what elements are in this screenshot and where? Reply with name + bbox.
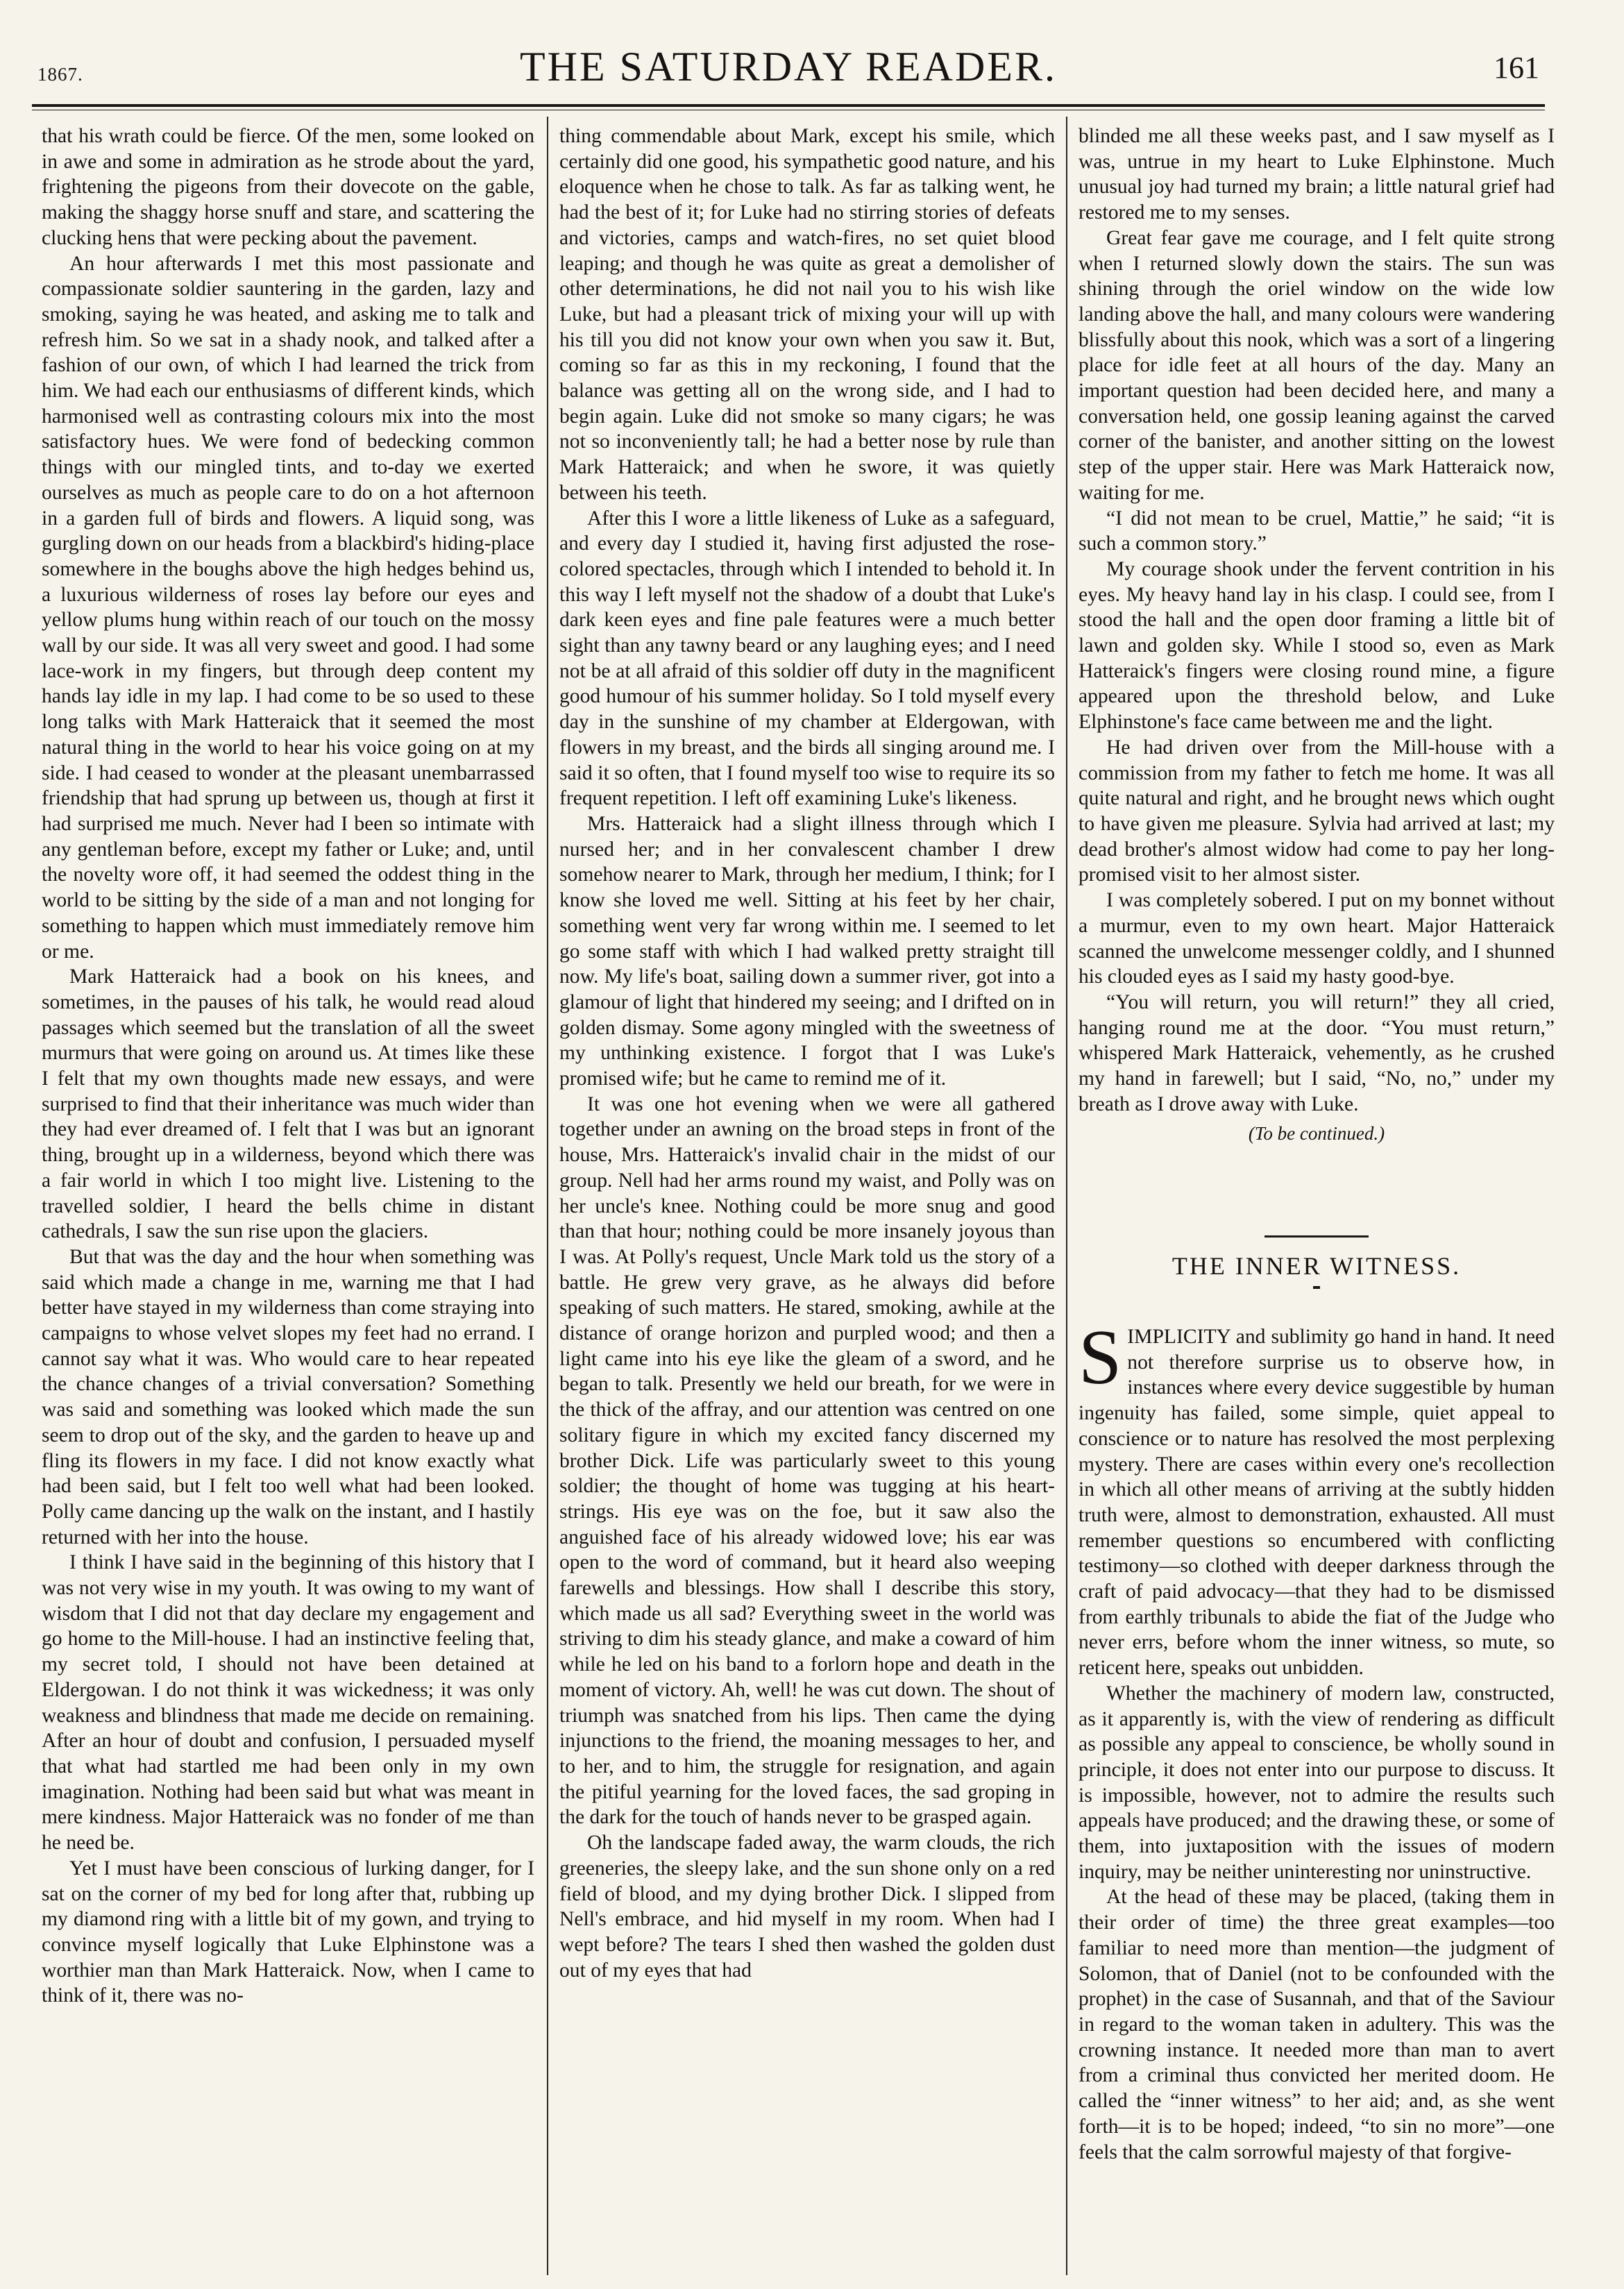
paragraph: Whether the machinery of modern law, constructed, as it apparently is, with the view of rendering as difficult as possible any appeal to conscience, be wholly sound in principle, it does not enter into our purpose to discuss. It is impossible, however, not to admire the results such appeals have produced; and the drawing these, or some of them, into juxtaposition with the issues of modern inquiry, may be neither uninteresting nor uninstructive. (1079, 1682, 1555, 1883)
drop-cap: S (1079, 1324, 1122, 1401)
paragraph: Mrs. Hatteraick had a slight illness through which I nursed her; and in her convalescent chamber I drew somehow nearer to Mark, through her medium, I think; for I know she loved me well. Sitting at his feet by her chair, something went very far wrong within me. I seemed to let go some staff with which I had walked pretty straight till now. My life's boat, sailing down a summer river, got into a glamour of light that hindered my seeing; and I drifted on in golden dismay. Some agony mingled with the sweetness of my unthinking existence. I forgot that I was Luke's promised wife; but he came to remind me of it. (559, 812, 1055, 1090)
header-year: 1867. (37, 64, 83, 85)
masthead-title: THE SATURDAY READER. (520, 44, 1057, 90)
paragraph: “I did not mean to be cruel, Mattie,” he said; “it is such a common story.” (1079, 507, 1555, 555)
column-1 (42, 124, 534, 2282)
page-number: 161 (1494, 51, 1539, 85)
column-3 (1079, 124, 1555, 1324)
paragraph: that his wrath could be fierce. Of the men, some looked on in awe and some in admiration as he strode about the yard, frightening the pigeons from their dovecote on the gable, making the shaggy horse snuff and stare, and scattering the clucking hens that were pecking about the pavement. (42, 125, 534, 249)
header-rule (32, 104, 1545, 107)
column-divider (1066, 117, 1067, 2275)
paragraph: But that was the day and the hour when something was said which made a change in me, warning me that I had better have stayed in my wilderness than come straying into campaigns to whose velvet slopes my feet had no errand. I cannot say what it was. Who would care to hear repeated the chance changes of a trivial conversation? Something was said and something was looked which made the sun seem to drop out of the sky, and the garden to heave up and fling its flowers in my face. I did not know exactly what had been said, but I felt too well what had been looked. Polly came dancing up the walk on the instant, and I hastily returned with her into the house. (42, 1245, 534, 1548)
paragraph: thing commendable about Mark, except his smile, which certainly did one good, his sympathetic good nature, and his eloquence when he chose to talk. As far as talking went, he had the best of it; for Luke had no stirring stories of defeats and victories, camps and watch-fires, no set quiet blood leaping; and though he was quite as great a demolisher of other determinations, he did not nail you to his wish like Luke, but had a pleasant trick of mixing your will up with his till you did not know your own when you saw it. But, coming so far as this in my reckoning, I found that the balance was getting all on the wrong side, and I had to begin again. Luke did not smoke so many cigars; he was not so inconveniently tall; he had a better nose by rule than Mark Hatteraick; and when he swore, it was quietly between his teeth. (559, 125, 1055, 504)
paragraph (1079, 1324, 1555, 1681)
paragraph: My courage shook under the fervent contrition in his eyes. My heavy hand lay in his clasp. I could see, from I stood the hall and the open door framing a little bit of lawn and golden sky. While I stood so, even as Mark Hatteraick's fingers were closing round mine, a figure appeared upon the threshold below, and Luke Elphinstone's face came between me and the light. (1079, 557, 1555, 734)
paragraph: “You will return, you will return!” they all cried, hanging round me at the door. “You must return,” whispered Mark Hatteraick, vehemently, as he crushed my hand in farewell; but I said, “No, no,” under my breath as I drove away with Luke. (1079, 990, 1555, 1115)
paragraph: At the head of these may be placed, (taking them in their order of time) the three great examples—too familiar to need more than mention—the judgment of Solomon, that of Daniel (not to be confounded with the prophet) in the case of Susannah, and that of the Saviour in regard to the woman taken in adultery. This was the crowning instance. It needed more than man to avert from a criminal thus convicted her merited doom. He called the “inner witness” to her aid; and, as she went forth—it is to be hoped; indeed, “to sin no more”—one feels that the calm sorrowful majesty of that forgive- (1079, 1886, 1555, 2163)
article-title: THE INNER WITNESS. (1172, 1252, 1462, 1280)
paragraph: Oh the landscape faded away, the warm clouds, the rich greeneries, the sleepy lake, and the sun shone only on a red field of blood, and my dying brother Dick. I slipped from Nell's embrace, and hid myself in my room. When had I wept before? The tears I shed then washed the golden dust out of my eyes that had (559, 1832, 1055, 1982)
paragraph: He had driven over from the Mill-house with a commission from my father to fetch me home. It was all quite natural and right, and he brought news which ought to have given me pleasure. Sylvia had arrived at last; my dead brother's almost widow had come to pay her long-promised visit to her almost sister. (1079, 736, 1555, 886)
article-heading-block (1079, 1222, 1555, 1306)
paragraph: Great fear gave me courage, and I felt quite strong when I returned slowly down the stairs. The sun was shining through the oriel window on the wide low landing above the hall, and many colours were wandering blissfully about this nook, which was a sort of a lingering place for idle feet at all hours of the day. Many an important question had been decided here, and many a conversation held, one gossip leaning against the carved corner of the banister, and another sitting on the lowest step of the upper stair. Here was Mark Hatteraick now, waiting for me. (1079, 226, 1555, 504)
paragraph: It was one hot evening when we were all gathered together under an awning on the broad steps in front of the house, Mrs. Hatteraick's invalid chair in the midst of our group. Nell had her arms round my waist, and Polly was on her uncle's knee. Nothing could be more snug and good than that hour; nothing could be more insanely joyous than I was. At Polly's request, Uncle Mark told us the story of a battle. He grew very grave, as he always did before speaking of such matters. He stared, smoking, awhile at the distance of orange horizon and purpled wood; and then a light came into his eye like the gleam of a sword, and he began to talk. Presently we held our breath, for we were in the thick of the affray, and our attention was centred on one solitary figure in which my excited fancy discerned my brother Dick. Life was particularly sweet to this young soldier; the thought of home was tugging at his heart-strings. His eye was on the foe, but it saw also the anguished face of his already widowed love; his ear was open to the word of command, but it heard also weeping farewells and blessings. How shall I describe this story, which made us all sad? Everything sweet in the world was striving to dim his steady glance, and make a coward of him while he led on his band to a forlorn hope and death in the moment of victory. Ah, well! he was cut down. The shout of triumph was snatched from his lips. Then came the dying injunctions to the friend, the moaning messages to her, and to her, and to him, the struggle for resignation, and again the pitiful yearning for the loved faces, the sad groping in the dark for the touch of hands never to be grasped again. (559, 1092, 1055, 1829)
paragraph: After this I wore a little likeness of Luke as a safeguard, and every day I studied it, having first adjusted the rose-colored spectacles, through which I intended to behold it. In this way I left myself not the shadow of a doubt that Luke's dark keen eyes and fine pale features were a much better sight than any tawny beard or any laughing eyes; and I need not be at all afraid of this soldier off duty in the magnificent good humour of his summer holiday. So I told myself every day in the sunshine of my chamber at Eldergowan, with flowers in my breast, and the birds all singing around me. I said it so often, that I found myself too wise to require its so frequent repetition. I left off examining Luke's likeness. (559, 507, 1055, 810)
paragraph: blinded me all these weeks past, and I saw myself as I was, untrue in my heart to Luke Elphinstone. Much unusual joy had turned my brain; a little natural grief had restored me to my senses. (1079, 125, 1555, 224)
first-paragraph-text: IMPLICITY and sublimity go hand in hand. It need not therefore surprise us to observe how, in instances where every device suggestible by human ingenuity has failed, some simple, quiet appeal to conscience or to nature has resolved the most perplexing mystery. There are cases within every one's recollection in which all other means of arriving at the subtly hidden truth were, almost to demonstration, exhausted. All must remember questions so encumbered with conflicting testimony—so clothed with deeper darkness through the craft of paid advocacy—that they had to be dismissed from earthly tribunals to abide the fiat of the Judge who never errs, before whom the inner witness, so mute, so reticent here, speaks out unbidden. (1079, 1326, 1555, 1680)
column-divider (547, 117, 548, 2275)
paragraph: An hour afterwards I met this most passionate and compassionate soldier sauntering in the garden, lazy and smoking, saying he was heated, and asking me to talk and refresh him. So we sat in a shady nook, and talked after a fashion of our own, of which I had learned the trick from him. We had each our enthusiasms of different kinds, which harmonised well as contrasting colours mix into the most satisfactory hues. We were fond of bedecking common things with our mingled tints, and to-day we exerted ourselves as much as people care to do on a hot afternoon in a garden full of birds and flowers. A liquid song, was gurgling down on our heads from a blackbird's hiding-place somewhere in the boughs above the high hedges behind us, a luxurious wilderness of roses lay before our eyes and yellow plums hung within reach of our touch on the mossy wall by our side. It was all very sweet and good. I had some lace-work in my fingers, but through deep content my hands lay idle in my lap. I had come to be so used to these long talks with Mark Hatteraick that it seemed the most natural thing in the world to hear his voice going on at my side. I had ceased to wonder at the pleasant unembarrassed friendship that had sprung up between us, though at first it had surprised me much. Never had I been so intimate with any gentleman before, except my father or Luke; and, until the novelty wore off, it had seemed the oddest thing in the world to be sitting by the side of a man and not longing for something to happen which must immediately remove him or me. (42, 252, 534, 963)
paragraph: Yet I must have been conscious of lurking danger, for I sat on the corner of my bed for long after that, rubbing up my diamond ring with a little bit of my gown, and trying to convince myself logically that Luke Elphinstone was a worthier man than Mark Hatteraick. Now, when I came to think of it, there was no- (42, 1857, 534, 2007)
paragraph: Mark Hatteraick had a book on his knees, and sometimes, in the pauses of his talk, he would read aloud passages which seemed but the translation of all the sweet murmurs that were going on around us. At times like these I felt that my own thoughts made new essays, and were surprised to find that their inheritance was much wider than they had ever dreamed of. I felt that I was but an ignorant thing, brought up in a wilderness, beyond which there was a fair world in which I too might live. Listening to the travelled soldier, I heard the bells chime in distant cathedrals, I saw the sun rise upon the glaciers. (42, 965, 534, 1243)
paragraph: I think I have said in the beginning of this history that I was not very wise in my youth. It was owing to my want of wisdom that I did not that day declare my engagement and go home to the Mill-house. I had an instinctive feeling that, my secret told, I should not have been detained at Eldergowan. I do not think it was wickedness; it was only weakness and blindness that made me decide on remaining. After an hour of doubt and confusion, I persuaded myself that what had startled me had been only in my own imagination. Nothing had been said but what was meant in mere kindness. Major Hatteraick was no fonder of me than he need be. (42, 1551, 534, 1855)
title-ornament (1313, 1286, 1320, 1289)
page-header (32, 40, 1545, 100)
section-separator (1264, 1235, 1369, 1238)
article-inner-witness (1079, 1324, 1555, 2282)
to-be-continued-note: (To be continued.) (1248, 1123, 1385, 1144)
paragraph: I was completely sobered. I put on my bonnet without a murmur, even to my own heart. Major Hatteraick scanned the unwelcome messenger coldly, and I shunned his clouded eyes as I said my hasty good-bye. (1079, 889, 1555, 988)
column-2 (559, 124, 1055, 2282)
